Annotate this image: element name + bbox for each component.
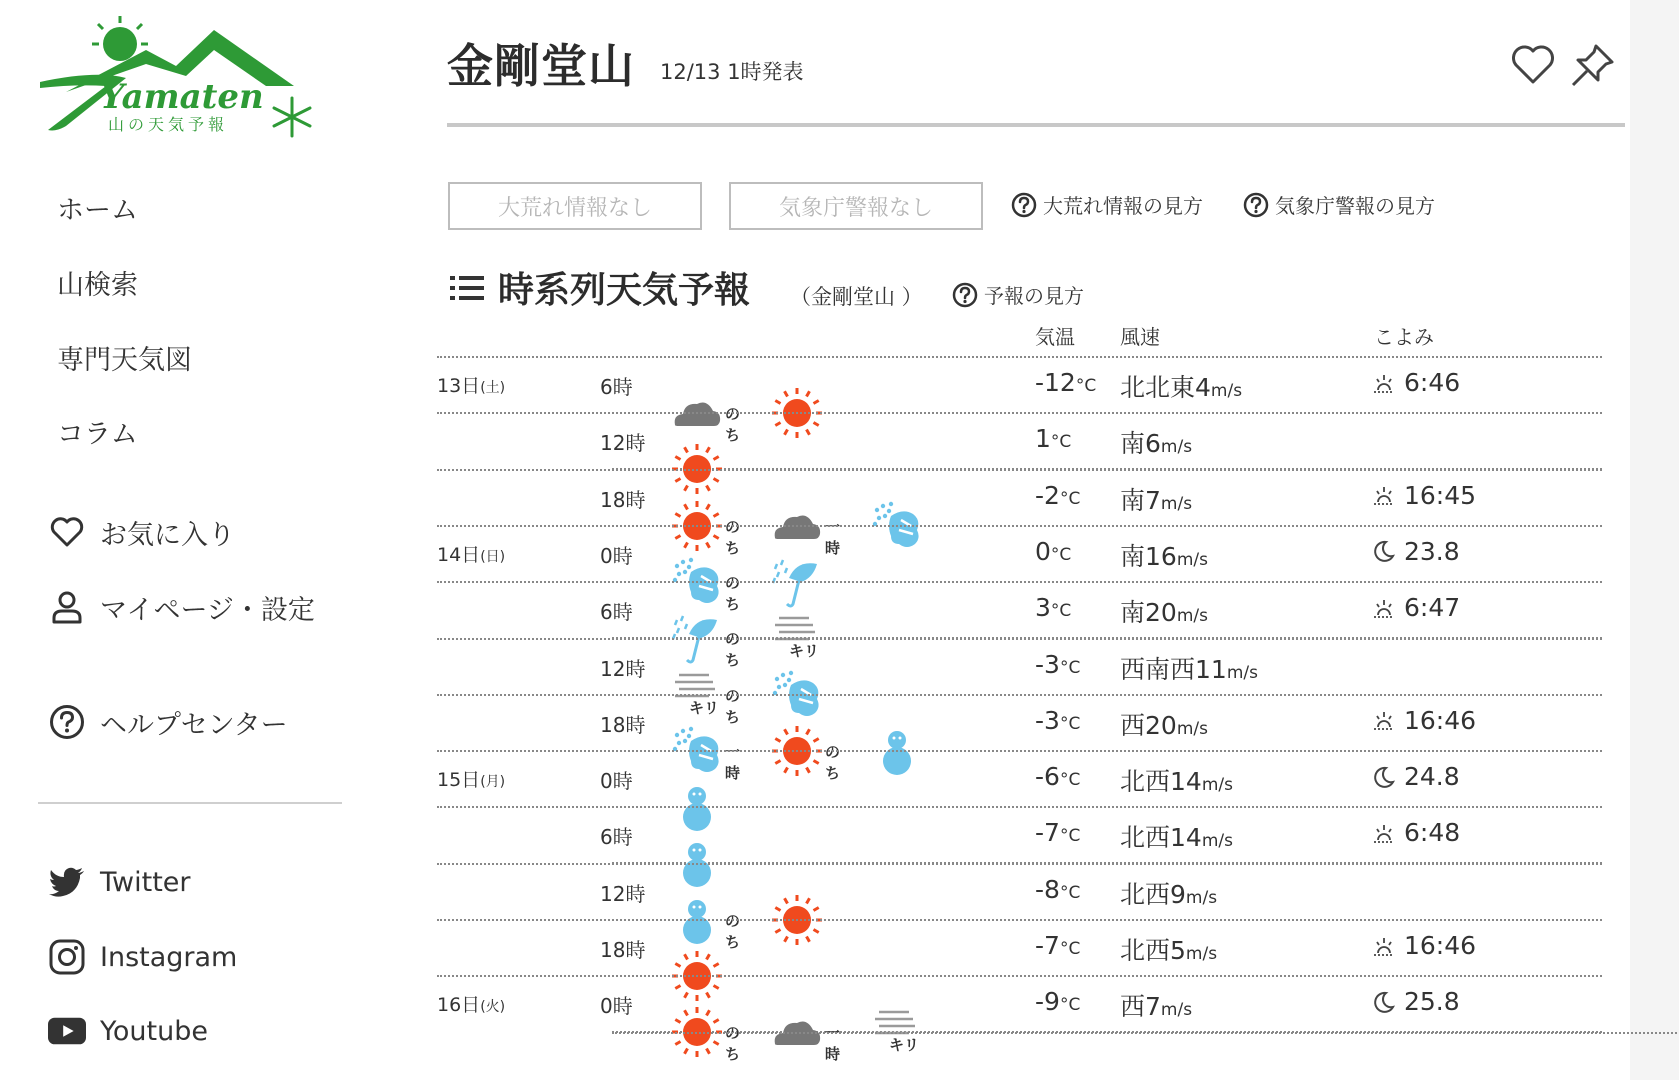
koyomi — [1372, 706, 1476, 735]
transition-later-label: のち — [725, 1024, 741, 1064]
row-divider — [437, 638, 1602, 640]
mypage-link[interactable] — [48, 587, 315, 627]
user-icon — [48, 588, 86, 626]
wind-unit: m/s — [1201, 831, 1233, 852]
page-edge — [1630, 0, 1679, 1080]
koyomi-value: 16:46 — [1404, 931, 1477, 960]
temperature-value: -6 — [1035, 762, 1060, 792]
sunrise-icon — [1372, 371, 1396, 395]
transition-later-label: のち — [825, 742, 841, 782]
question-icon — [1243, 192, 1269, 218]
row-divider — [437, 469, 1602, 471]
wind-value: 南16 — [1120, 541, 1177, 571]
wind-value: 北西5 — [1120, 936, 1186, 965]
wind-unit: m/s — [1226, 662, 1258, 683]
temperature-unit: °C — [1059, 939, 1081, 959]
koyomi — [1372, 762, 1460, 791]
wind-unit: m/s — [1160, 493, 1193, 514]
temperature-value: -8 — [1035, 874, 1060, 904]
wind-speed — [1120, 650, 1258, 686]
time-label: 6時 — [600, 600, 633, 625]
temperature-value: 1 — [1035, 424, 1051, 454]
col-koyomi: こよみ — [1374, 325, 1434, 349]
wind-speed — [1120, 706, 1208, 742]
time-label: 0時 — [600, 543, 633, 568]
row-divider — [437, 694, 1602, 696]
twitter-link[interactable] — [48, 862, 191, 902]
wind-unit: m/s — [1201, 775, 1233, 796]
transition-later-label: のち — [725, 517, 741, 557]
wind-value: 南6 — [1120, 429, 1161, 459]
transition-later-label: のち — [725, 405, 741, 444]
wind-unit: m/s — [1160, 1000, 1193, 1021]
temperature-unit: °C — [1075, 376, 1097, 396]
favorites-link[interactable] — [48, 512, 235, 552]
temperature — [1035, 481, 1080, 510]
wind-unit: m/s — [1160, 437, 1193, 458]
koyomi — [1372, 593, 1460, 622]
wind-speed — [1120, 931, 1217, 967]
koyomi — [1372, 368, 1460, 397]
date-day: 14日 — [437, 543, 481, 566]
sidebar — [0, 0, 360, 1080]
row-divider — [437, 919, 1602, 921]
temperature-unit: °C — [1059, 657, 1081, 678]
logo-subtext: 山の天気予報 — [108, 115, 229, 134]
time-label: 6時 — [600, 375, 633, 399]
jma-help-label: 気象庁警報の見方 — [1275, 194, 1435, 218]
koyomi-value: 23.8 — [1404, 536, 1460, 566]
time-label: 12時 — [600, 656, 646, 681]
date-label — [437, 765, 505, 792]
row-divider — [437, 525, 1602, 527]
nav-search[interactable]: 山検索 — [57, 270, 138, 301]
storm-help-label: 大荒れ情報の見方 — [1043, 194, 1203, 218]
sunset-icon — [1372, 708, 1396, 732]
row-divider — [437, 750, 1602, 752]
koyomi-value: 16:45 — [1404, 480, 1477, 510]
wind-speed — [1120, 424, 1192, 460]
temperature-value: -3 — [1035, 705, 1060, 735]
temperature — [1035, 818, 1080, 847]
temperature — [1035, 593, 1071, 622]
time-label: 12時 — [600, 431, 646, 456]
wind-value: 西7 — [1120, 992, 1161, 1022]
date-dow: (火) — [480, 999, 506, 1016]
sunrise-icon — [1372, 596, 1396, 620]
row-divider — [437, 863, 1602, 865]
logo-text: Yamaten — [100, 77, 264, 117]
sunset-icon — [1372, 483, 1396, 507]
wind-speed — [1120, 537, 1208, 573]
moon-age-icon — [1372, 765, 1396, 789]
date-label — [437, 990, 505, 1017]
youtube-label: Youtube — [100, 1015, 208, 1047]
nav-home[interactable]: ホーム — [57, 195, 138, 226]
temperature-unit: °C — [1059, 995, 1081, 1016]
time-label: 18時 — [600, 712, 646, 737]
instagram-label: Instagram — [100, 941, 238, 973]
row-divider — [437, 581, 1602, 583]
col-temp: 気温 — [1035, 325, 1075, 349]
favorite-heart-icon[interactable] — [1510, 42, 1556, 88]
nav-column[interactable]: コラム — [57, 419, 138, 450]
moon-age-icon — [1372, 990, 1396, 1014]
wind-speed — [1120, 987, 1192, 1023]
wind-value: 南20 — [1120, 598, 1177, 628]
temperature-unit: °C — [1050, 432, 1072, 453]
date-day: 13日 — [437, 375, 481, 397]
temperature-value: -7 — [1035, 931, 1060, 960]
temperature-unit: °C — [1059, 826, 1081, 847]
mypage-label: マイページ・設定 — [100, 594, 315, 626]
temperature — [1035, 987, 1080, 1016]
wind-value: 北西9 — [1120, 879, 1186, 909]
temperature-unit: °C — [1059, 770, 1081, 791]
koyomi — [1372, 987, 1460, 1016]
temperature — [1035, 537, 1071, 566]
forecast-section-title — [450, 262, 750, 313]
youtube-link[interactable] — [48, 1011, 208, 1051]
koyomi — [1372, 481, 1476, 510]
time-label: 0時 — [600, 994, 633, 1019]
wind-value: 北西14 — [1120, 767, 1202, 797]
list-icon — [450, 273, 484, 303]
transition-temporary-label: 一時 — [825, 517, 841, 557]
date-label — [437, 371, 505, 398]
fog-label: キリ — [689, 698, 720, 717]
instagram-icon — [48, 938, 86, 976]
forecast-help-link[interactable] — [952, 280, 1084, 309]
row-divider — [437, 975, 1602, 977]
time-label: 0時 — [600, 769, 633, 794]
wind-value: 北西14 — [1120, 823, 1202, 853]
temperature-unit: °C — [1050, 544, 1072, 565]
jma-warning-box: 気象庁警報なし — [729, 182, 983, 230]
wind-speed — [1120, 593, 1208, 629]
temperature — [1035, 875, 1080, 904]
forecast-mountain: （金剛堂山 ） — [790, 285, 923, 309]
favorites-label: お気に入り — [100, 519, 235, 551]
header-divider — [447, 123, 1625, 127]
moon-age-icon — [1372, 539, 1396, 563]
time-label: 6時 — [600, 825, 633, 850]
transition-temporary-label: 一時 — [725, 742, 741, 782]
yamaten-logo[interactable] — [36, 14, 320, 144]
wind-speed — [1120, 481, 1192, 517]
storm-help-link[interactable] — [1011, 190, 1203, 219]
temperature-unit: °C — [1050, 601, 1072, 622]
temperature-value: -7 — [1035, 818, 1060, 848]
wind-value: 西20 — [1120, 710, 1177, 740]
date-label — [437, 540, 505, 567]
temperature-unit: °C — [1059, 713, 1081, 734]
youtube-icon — [48, 1012, 86, 1050]
koyomi-value: 6:47 — [1404, 593, 1461, 623]
temperature-unit: °C — [1059, 488, 1081, 509]
pin-icon[interactable] — [1568, 42, 1614, 88]
temperature-value: 3 — [1035, 593, 1051, 623]
koyomi — [1372, 537, 1460, 566]
wind-speed — [1120, 875, 1217, 911]
transition-later-label: のち — [725, 911, 741, 951]
jma-help-link[interactable] — [1243, 190, 1435, 219]
sunset-icon — [1372, 934, 1396, 958]
koyomi-value: 16:46 — [1404, 705, 1477, 735]
wind-unit: m/s — [1185, 887, 1218, 908]
row-divider — [437, 356, 1602, 358]
koyomi — [1372, 818, 1460, 847]
twitter-label: Twitter — [100, 866, 191, 898]
wind-value: 南7 — [1120, 485, 1161, 515]
transition-later-label: のち — [725, 573, 741, 613]
temperature — [1035, 931, 1080, 960]
logo-graphic — [36, 14, 320, 144]
koyomi — [1372, 931, 1476, 960]
time-label: 18時 — [600, 487, 646, 512]
forecast-help-label: 予報の見方 — [984, 284, 1084, 308]
temperature-value: -2 — [1035, 480, 1060, 510]
heart-icon — [48, 513, 86, 551]
temperature — [1035, 368, 1096, 397]
row-divider — [437, 412, 1602, 414]
wind-speed — [1120, 818, 1233, 854]
wind-value: 西南西11 — [1120, 654, 1227, 684]
wind-unit: m/s — [1176, 718, 1208, 739]
time-label: 12時 — [600, 881, 646, 906]
row-divider — [437, 806, 1602, 808]
help-icon — [48, 703, 86, 741]
question-icon — [1011, 192, 1037, 218]
sunrise-icon — [1372, 821, 1396, 845]
temperature-value: 0 — [1035, 536, 1051, 566]
temperature — [1035, 424, 1071, 453]
date-day: 15日 — [437, 769, 481, 792]
temperature — [1035, 650, 1080, 679]
koyomi-value: 6:46 — [1404, 368, 1461, 397]
temperature-unit: °C — [1059, 882, 1081, 903]
help-center-link[interactable] — [48, 702, 288, 742]
instagram-link[interactable] — [48, 937, 237, 977]
transition-temporary-label: 一時 — [825, 1024, 841, 1064]
help-center-label: ヘルプセンター — [100, 709, 288, 741]
temperature — [1035, 762, 1080, 791]
fog-label: キリ — [789, 642, 820, 661]
wind-unit: m/s — [1176, 606, 1208, 627]
koyomi-value: 6:48 — [1404, 818, 1461, 848]
wind-speed — [1120, 368, 1242, 404]
twitter-icon — [48, 863, 86, 901]
wind-unit: m/s — [1210, 381, 1243, 401]
wind-unit: m/s — [1176, 549, 1208, 570]
time-label: 18時 — [600, 938, 646, 962]
col-wind: 風速 — [1120, 325, 1160, 349]
koyomi-value: 25.8 — [1404, 987, 1460, 1017]
sidebar-divider — [38, 802, 342, 804]
issued-time: 12/13 1時発表 — [660, 60, 804, 84]
page-title: 金剛堂山 — [447, 39, 635, 93]
temperature-value: -9 — [1035, 987, 1060, 1017]
transition-later-label: のち — [725, 630, 741, 670]
transition-later-label: のち — [725, 686, 741, 726]
date-dow: (日) — [480, 548, 506, 565]
wind-value: 北北東4 — [1120, 373, 1211, 402]
wind-unit: m/s — [1185, 944, 1218, 964]
row-divider — [612, 1032, 1679, 1034]
fog-label: キリ — [889, 1036, 920, 1055]
date-dow: (月) — [480, 774, 506, 791]
temperature-value: -12 — [1035, 368, 1076, 397]
koyomi-value: 24.8 — [1404, 762, 1460, 792]
forecast-title: 時系列天気予報 — [498, 270, 751, 311]
question-icon — [952, 282, 978, 308]
temperature-value: -3 — [1035, 649, 1060, 679]
temperature — [1035, 706, 1080, 735]
nav-weather-maps[interactable]: 専門天気図 — [57, 345, 192, 376]
date-day: 16日 — [437, 994, 481, 1017]
storm-info-box: 大荒れ情報なし — [448, 182, 702, 230]
wind-speed — [1120, 762, 1233, 798]
date-dow: (土) — [480, 380, 506, 396]
